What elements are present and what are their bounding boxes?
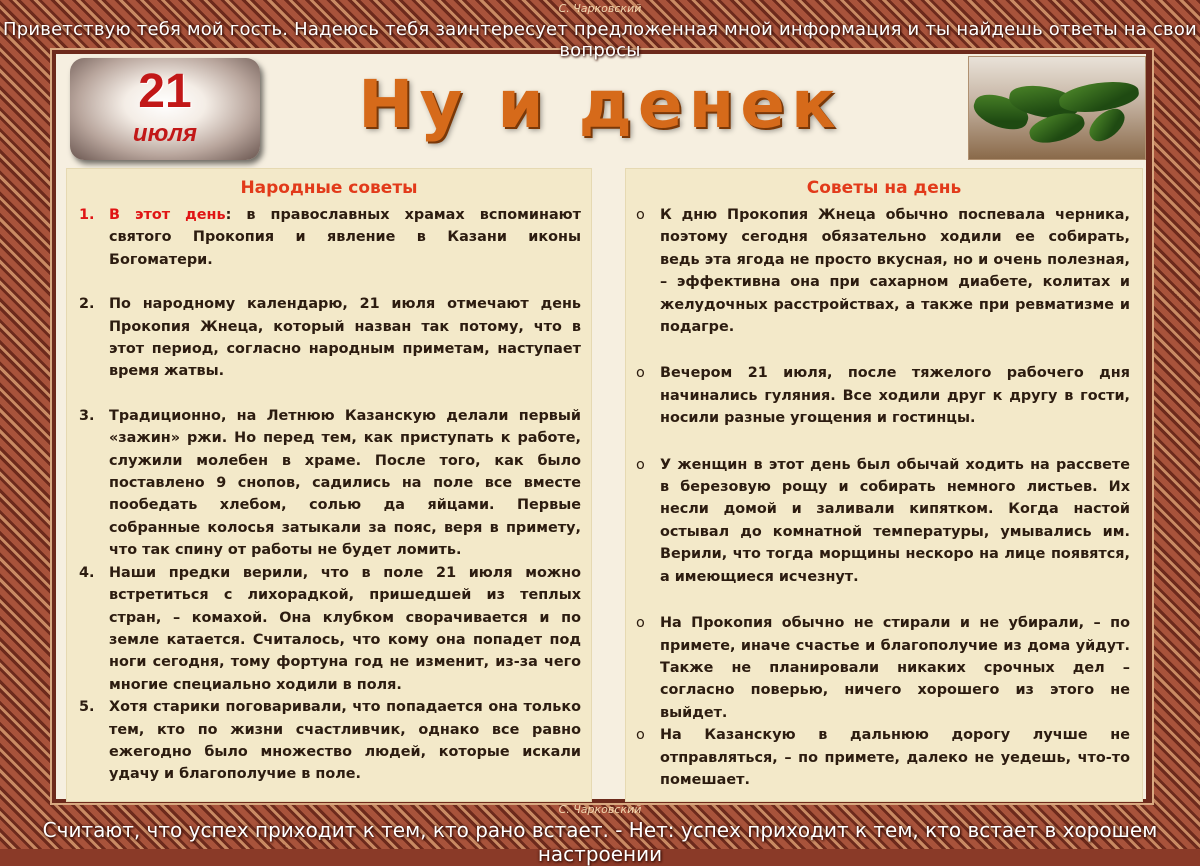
item-number: 4. (79, 564, 95, 581)
list-item (67, 562, 591, 696)
list-item (67, 405, 591, 562)
footer-bar (0, 801, 1200, 866)
list-item (626, 612, 1142, 724)
list-item (626, 204, 1142, 338)
item-text: Традиционно, на Летнюю Казанскую делали первый «зажин» ржи. Но перед тем, как приступать к работе, служили молебен в храме. После того, как было поставлено 9 снопов, садились на поле все вместе пообедать хлебом, солью да яйцами. Первые собранные колосья затыкали за пояс, веря в примету, что так спину от работы не будет ломить. (109, 407, 581, 559)
footer-author: С. Чарковский (558, 803, 642, 816)
folk-advice-column (66, 168, 592, 802)
list-item (67, 204, 591, 271)
bullet-icon: o (636, 615, 645, 632)
bullet-icon: o (636, 456, 645, 473)
bullet-icon: o (636, 365, 645, 382)
item-number: 1. (79, 207, 95, 223)
item-text: Хотя старики поговаривали, что попадается она только тем, кто по жизни счастливчик, однако все равно ежегодно было множество людей, которые искали удачу и благополучие в поле. (109, 699, 581, 783)
list-item (626, 362, 1142, 429)
cucumber-shape (1057, 78, 1140, 117)
item-number: 5. (79, 699, 95, 716)
bullet-icon: o (636, 727, 645, 744)
list-item (67, 293, 591, 383)
list-item (626, 454, 1142, 588)
greeting-text: Приветствую тебя мой гость. Надеюсь тебя заинтересует предложенная мной информация и ты найдешь ответы на свои вопросы (3, 19, 1197, 61)
item-text: На Прокопия обычно не стирали и не убирали, – по примете, иначе счастье и благополучие из дома уйдут. Также не планировали никаких срочных дел – согласно поверью, ничего хорошего из этого не выйдет. (660, 615, 1130, 721)
cucumbers-image (968, 56, 1146, 160)
item-text: : в православных храмах вспоминают святого Прокопия и явление в Казани иконы Богоматери. (109, 207, 582, 268)
header-bar (0, 0, 1200, 61)
footer-quote: Считают, что успех приходит к тем, кто рано встает. - Нет: успех приходит к тем, кто встает в хорошем настроении (42, 818, 1158, 866)
header-author: С. Чарковский (558, 2, 642, 15)
item-text: Вечером 21 июля, после тяжелого рабочего дня начинались гуляния. Все ходили друг к другу в гости, носили разные угощения и гостинцы. (660, 365, 1130, 427)
date-month: июля (132, 120, 198, 147)
folk-advice-list (67, 204, 591, 786)
page-title: Ну и денек (358, 66, 842, 143)
list-item (67, 696, 591, 786)
item-number: 3. (79, 407, 95, 424)
item-text: На Казанскую в дальнюю дорогу лучше не отправляться, – по примете, далеко не уедешь, что-то помешает. (660, 727, 1130, 788)
day-advice-list (626, 204, 1142, 791)
day-advice-heading: Советы на день (806, 178, 962, 198)
item-text: У женщин в этот день был обычай ходить на рассвете в березовую рощу и собирать немного листьев. Их несли домой и заливали кипятком. Когда настой остывал до комнатной температуры, умывались им. Верили, что тогда морщины нескоро на лице появятся, а имеющиеся исчезнут. (660, 456, 1130, 585)
item-number: 2. (79, 296, 95, 313)
bullet-icon: o (636, 207, 645, 223)
list-item (626, 724, 1142, 791)
item-lead: В этот день (109, 207, 226, 223)
folk-advice-heading: Народные советы (240, 178, 418, 198)
date-day: 21 (138, 65, 192, 118)
item-text: К дню Прокопия Жнеца обычно поспевала черника, поэтому сегодня обязательно ходили ее собирать, ведь эта ягода не просто вкусная, но и очень полезная, – эффективна она при сахарном диабете, колитах и желудочных расстройствах, а также при ревматизме и подагре. (660, 207, 1130, 336)
item-text: Наши предки верили, что в поле 21 июля можно встретиться с лихорадкой, пришедшей из теплых стран, – комахой. Она клубком сворачивается и по земле катается. Считалось, что кому она попадет под ноги сегодня, тому фортуна год не изменит, из-за чего многие специально ходили в поля. (109, 564, 581, 693)
day-advice-column (625, 168, 1143, 802)
date-badge (70, 58, 260, 160)
item-text: По народному календарю, 21 июля отмечают день Прокопия Жнеца, который назван так потому, что в этот период, согласно народным приметам, наступает время жатвы. (109, 296, 581, 380)
